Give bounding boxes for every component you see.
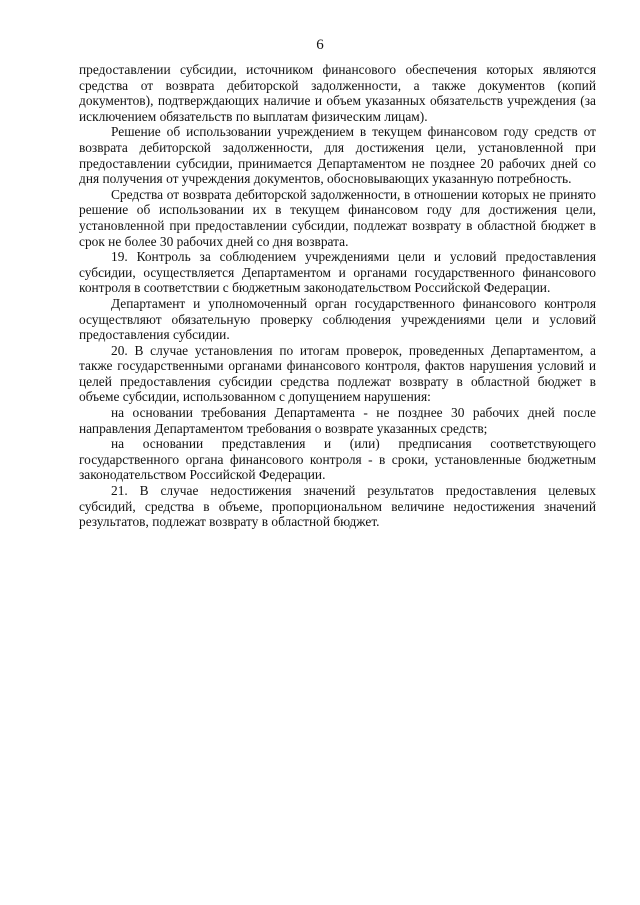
paragraph-decision-on-use: Решение об использовании учреждением в текущем финансовом году средств от возврата дебиторской задолженности, для достижения цели, установленной при предоставлении субсидии, принимается Департаментом не позднее 20 рабочих дней со дня получения от учреждения документов, обосновывающих указанную потребность. <box>79 124 596 187</box>
paragraph-mandatory-audit: Департамент и уполномоченный орган государственного финансового контроля осуществляют обязательную проверку соблюдения учреждениями цели и условий предоставления субсидии. <box>79 295 596 343</box>
paragraph-item-21-results: 21. В случае недостижения значений результатов предоставления целевых субсидий, средства в объеме, пропорциональном величине недостижения значений результатов, подлежат возврату в областной бюджет. <box>79 483 596 530</box>
page-number: 6 <box>316 37 324 53</box>
paragraph-department-demand: на основании требования Департамента - не позднее 30 рабочих дней после направления Департаментом требования о возврате указанных средств; <box>79 405 596 436</box>
paragraph-return-of-funds: Средства от возврата дебиторской задолженности, в отношении которых не принято решение об использовании их в текущем финансовом году для достижения цели, установленной при предоставлении субсидии, подлежат возврату в областной бюджет в срок не более 30 рабочих дней со дня возврата. <box>79 186 596 249</box>
paragraph-item-19-control: 19. Контроль за соблюдением учреждениями цели и условий предоставления субсидии, осуществляется Департаментом и органами государственного финансового контроля в соответствии с бюджетным законодательством Российской Федерации. <box>79 249 596 296</box>
paragraph-control-body-order: на основании представления и (или) предписания соответствующего государственного органа финансового контроля - в сроки, установленные бюджетным законодательством Российской Федерации. <box>79 436 596 483</box>
paragraph-item-20-violations: 20. В случае установления по итогам проверок, проведенных Департаментом, а также государственными органами финансового контроля, фактов нарушения условий и целей предоставления субсидии средства подлежат возврату в областной бюджет в объеме субсидии, использованном с допущением нарушения: <box>79 342 596 405</box>
document-body <box>79 62 596 530</box>
paragraph-continuation: предоставлении субсидии, источником финансового обеспечения которых являются средства от возврата дебиторской задолженности, а также документов (копий документов), подтверждающих наличие и объем указанных обязательств учреждения (за исключением обязательств по выплатам физическим лицам). <box>79 62 596 124</box>
